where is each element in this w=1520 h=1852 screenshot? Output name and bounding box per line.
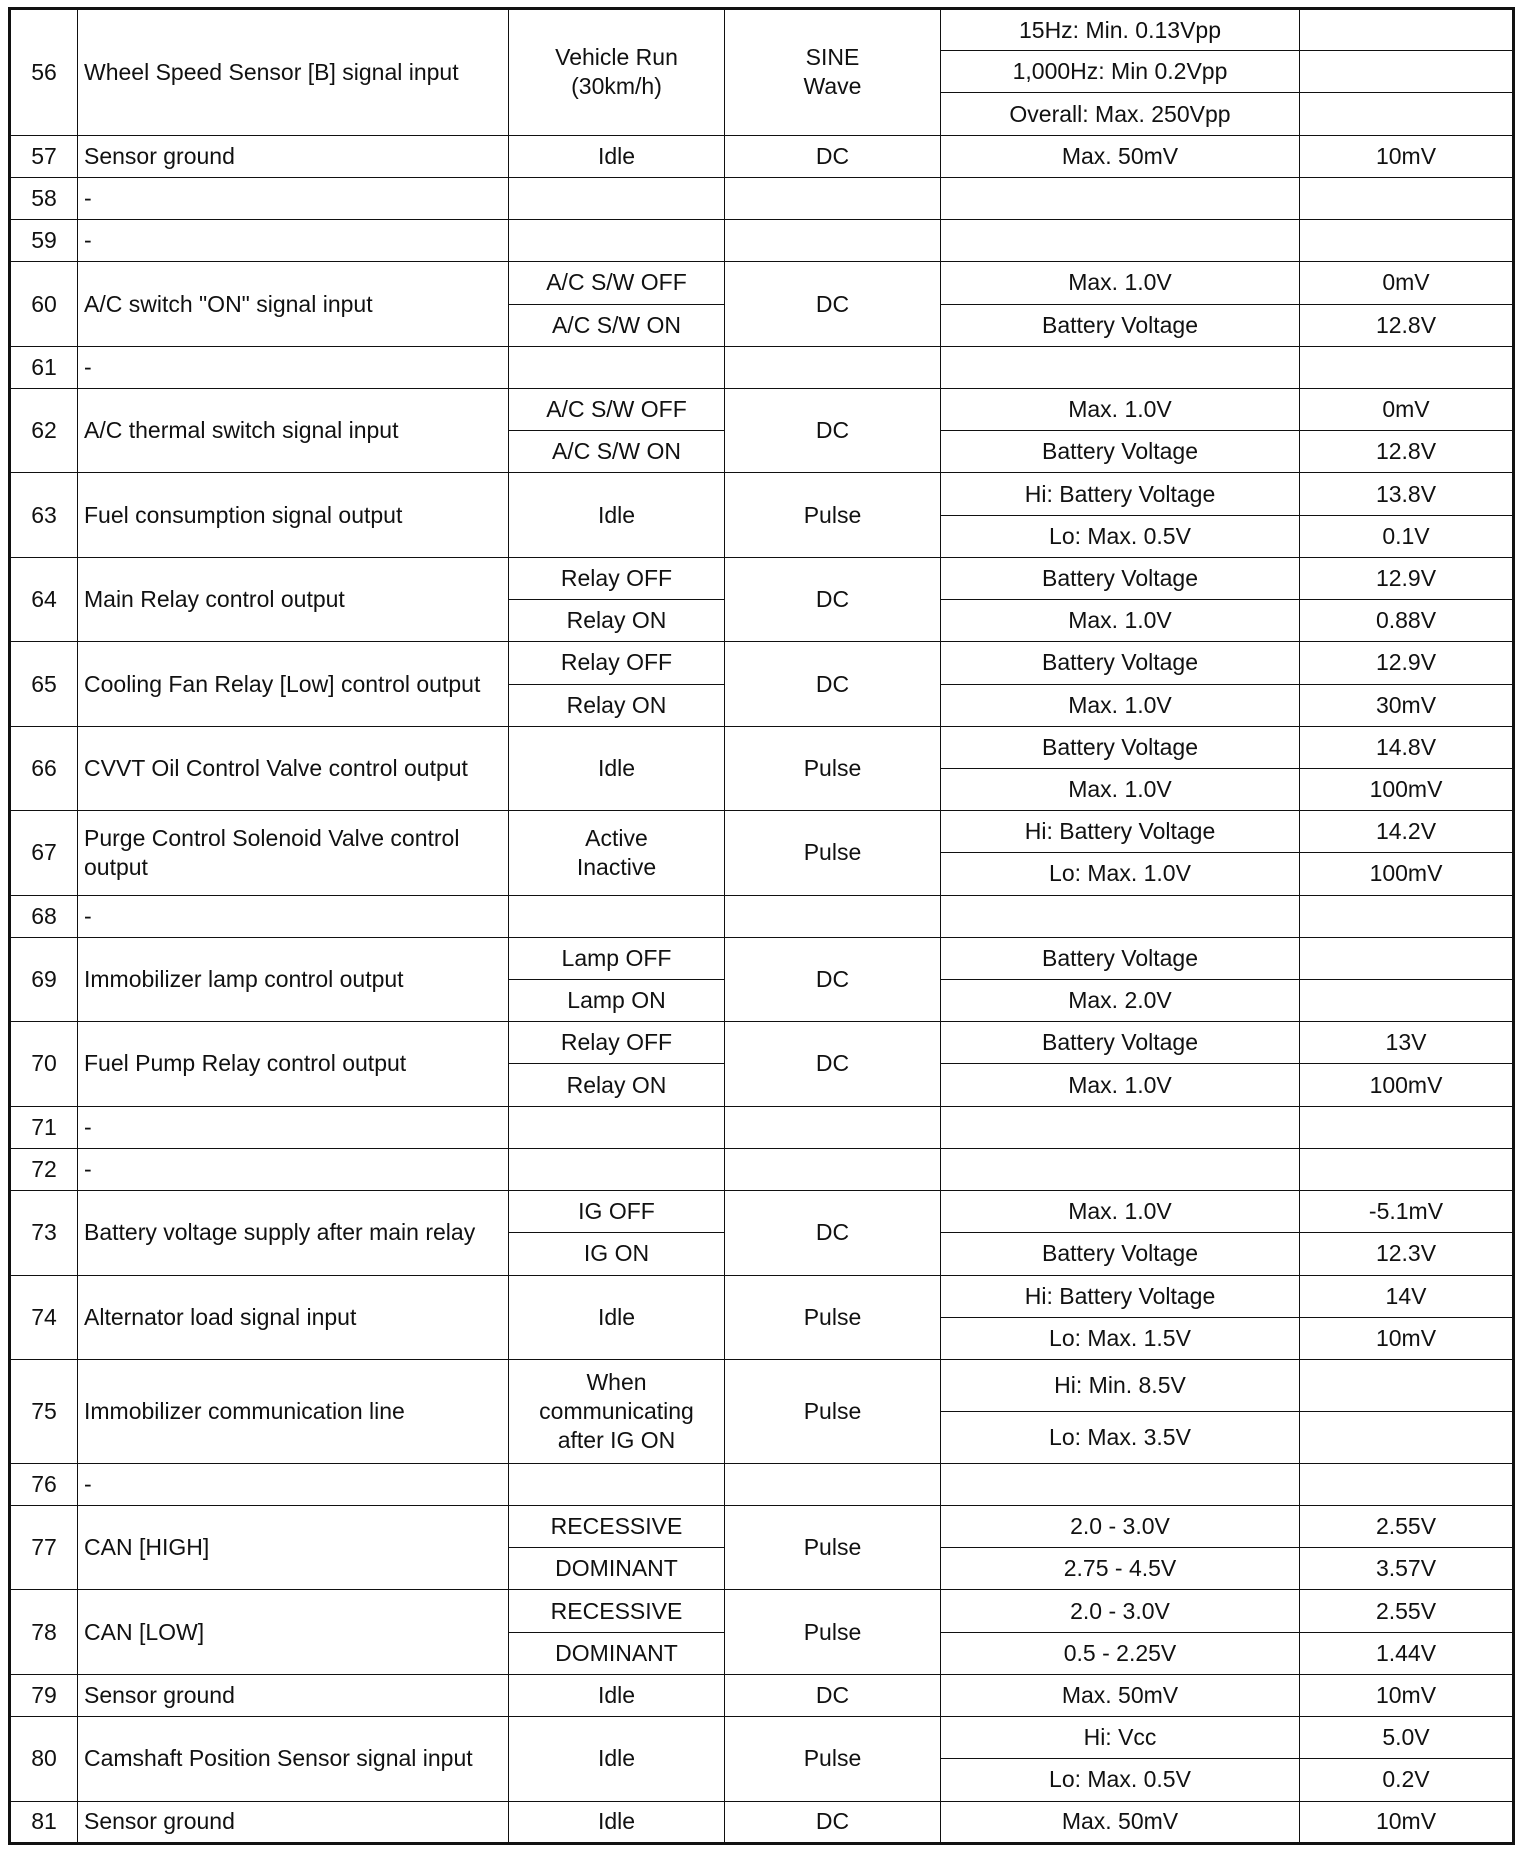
spec-value-cell: Max. 50mV bbox=[941, 1801, 1300, 1843]
pin-number: 79 bbox=[10, 1674, 78, 1716]
table-row bbox=[10, 1506, 1514, 1548]
pin-number: 70 bbox=[10, 1022, 78, 1106]
condition-cell: A/C S/W OFF bbox=[509, 388, 725, 430]
pin-description: - bbox=[78, 1148, 509, 1190]
condition-cell: Relay OFF bbox=[509, 557, 725, 599]
measured-value-cell bbox=[1300, 937, 1514, 979]
signal-type-cell: DC bbox=[725, 642, 941, 726]
pin-description: Fuel Pump Relay control output bbox=[78, 1022, 509, 1106]
measured-value-cell: 2.55V bbox=[1300, 1590, 1514, 1632]
measured-value-cell: 13.8V bbox=[1300, 473, 1514, 515]
measured-value-cell: 0.88V bbox=[1300, 600, 1514, 642]
spec-value-cell: Max. 1.0V bbox=[941, 262, 1300, 304]
pin-number: 71 bbox=[10, 1106, 78, 1148]
pin-description: Immobilizer lamp control output bbox=[78, 937, 509, 1021]
spec-value-cell bbox=[941, 346, 1300, 388]
pin-number: 74 bbox=[10, 1275, 78, 1359]
pin-number: 59 bbox=[10, 220, 78, 262]
measured-value-cell bbox=[1300, 1360, 1514, 1412]
table-row bbox=[10, 1148, 1514, 1190]
pin-description: - bbox=[78, 177, 509, 219]
table-row bbox=[10, 262, 1514, 304]
pin-description: Main Relay control output bbox=[78, 557, 509, 641]
measured-value-cell: 12.3V bbox=[1300, 1233, 1514, 1275]
measured-value-cell: 5.0V bbox=[1300, 1717, 1514, 1759]
spec-value-cell: Lo: Max. 1.0V bbox=[941, 853, 1300, 895]
condition-cell: Idle bbox=[509, 1275, 725, 1359]
condition-cell: When communicating after IG ON bbox=[509, 1360, 725, 1464]
measured-value-cell bbox=[1300, 895, 1514, 937]
spec-value-cell: Battery Voltage bbox=[941, 642, 1300, 684]
pin-number: 61 bbox=[10, 346, 78, 388]
spec-value-cell: Lo: Max. 0.5V bbox=[941, 515, 1300, 557]
signal-type-cell: Pulse bbox=[725, 811, 941, 895]
signal-type-cell: Pulse bbox=[725, 1590, 941, 1674]
pin-number: 66 bbox=[10, 726, 78, 810]
measured-value-cell: 1.44V bbox=[1300, 1632, 1514, 1674]
table-row bbox=[10, 388, 1514, 430]
condition-cell: Idle bbox=[509, 473, 725, 557]
measured-value-cell: 0.2V bbox=[1300, 1759, 1514, 1801]
table-row bbox=[10, 1022, 1514, 1064]
spec-value-cell: 15Hz: Min. 0.13Vpp bbox=[941, 9, 1300, 51]
condition-cell: Idle bbox=[509, 135, 725, 177]
pin-number: 67 bbox=[10, 811, 78, 895]
signal-type-cell bbox=[725, 1148, 941, 1190]
pin-description: A/C switch "ON" signal input bbox=[78, 262, 509, 346]
table-row bbox=[10, 1106, 1514, 1148]
signal-type-cell: Pulse bbox=[725, 1506, 941, 1590]
signal-type-cell: SINE Wave bbox=[725, 9, 941, 136]
spec-value-cell: Hi: Battery Voltage bbox=[941, 473, 1300, 515]
measured-value-cell: 100mV bbox=[1300, 1064, 1514, 1106]
pin-number: 60 bbox=[10, 262, 78, 346]
condition-cell bbox=[509, 1106, 725, 1148]
measured-value-cell bbox=[1300, 220, 1514, 262]
condition-cell bbox=[509, 895, 725, 937]
condition-cell: Idle bbox=[509, 1801, 725, 1843]
signal-type-cell bbox=[725, 1463, 941, 1505]
pin-description: - bbox=[78, 1463, 509, 1505]
measured-value-cell bbox=[1300, 177, 1514, 219]
pin-number: 63 bbox=[10, 473, 78, 557]
spec-value-cell: Max. 1.0V bbox=[941, 684, 1300, 726]
signal-type-cell: DC bbox=[725, 557, 941, 641]
measured-value-cell: 3.57V bbox=[1300, 1548, 1514, 1590]
measured-value-cell bbox=[1300, 1463, 1514, 1505]
pin-description: Sensor ground bbox=[78, 135, 509, 177]
spec-value-cell: Lo: Max. 0.5V bbox=[941, 1759, 1300, 1801]
signal-type-cell: DC bbox=[725, 1022, 941, 1106]
measured-value-cell: 12.8V bbox=[1300, 431, 1514, 473]
spec-value-cell: Max. 50mV bbox=[941, 1674, 1300, 1716]
measured-value-cell bbox=[1300, 9, 1514, 51]
condition-cell: RECESSIVE bbox=[509, 1506, 725, 1548]
condition-cell: Idle bbox=[509, 726, 725, 810]
pin-number: 62 bbox=[10, 388, 78, 472]
signal-type-cell: DC bbox=[725, 1801, 941, 1843]
spec-value-cell: Max. 1.0V bbox=[941, 388, 1300, 430]
pin-description: Purge Control Solenoid Valve control output bbox=[78, 811, 509, 895]
measured-value-cell bbox=[1300, 980, 1514, 1022]
signal-type-cell: Pulse bbox=[725, 1717, 941, 1801]
signal-type-cell: DC bbox=[725, 388, 941, 472]
condition-cell: DOMINANT bbox=[509, 1548, 725, 1590]
measured-value-cell: -5.1mV bbox=[1300, 1191, 1514, 1233]
spec-value-cell: Battery Voltage bbox=[941, 431, 1300, 473]
spec-value-cell: 2.0 - 3.0V bbox=[941, 1590, 1300, 1632]
pin-description: A/C thermal switch signal input bbox=[78, 388, 509, 472]
pin-description: Fuel consumption signal output bbox=[78, 473, 509, 557]
condition-cell: RECESSIVE bbox=[509, 1590, 725, 1632]
table-row bbox=[10, 1801, 1514, 1843]
spec-value-cell: Hi: Vcc bbox=[941, 1717, 1300, 1759]
condition-cell: IG ON bbox=[509, 1233, 725, 1275]
measured-value-cell: 12.9V bbox=[1300, 642, 1514, 684]
measured-value-cell: 10mV bbox=[1300, 1801, 1514, 1843]
table-row bbox=[10, 1275, 1514, 1317]
measured-value-cell: 10mV bbox=[1300, 135, 1514, 177]
pin-number: 80 bbox=[10, 1717, 78, 1801]
table-row bbox=[10, 811, 1514, 853]
condition-cell bbox=[509, 346, 725, 388]
pin-description: Immobilizer communication line bbox=[78, 1360, 509, 1464]
pin-number: 69 bbox=[10, 937, 78, 1021]
spec-value-cell: Overall: Max. 250Vpp bbox=[941, 93, 1300, 135]
measured-value-cell: 12.8V bbox=[1300, 304, 1514, 346]
condition-cell bbox=[509, 220, 725, 262]
signal-type-cell: Pulse bbox=[725, 726, 941, 810]
condition-cell: DOMINANT bbox=[509, 1632, 725, 1674]
spec-value-cell: Max. 1.0V bbox=[941, 1064, 1300, 1106]
condition-cell bbox=[509, 1148, 725, 1190]
measured-value-cell: 0.1V bbox=[1300, 515, 1514, 557]
spec-value-cell: Hi: Battery Voltage bbox=[941, 1275, 1300, 1317]
condition-cell: Idle bbox=[509, 1717, 725, 1801]
table-row bbox=[10, 1463, 1514, 1505]
pin-description: Alternator load signal input bbox=[78, 1275, 509, 1359]
signal-type-cell: DC bbox=[725, 1674, 941, 1716]
condition-cell bbox=[509, 177, 725, 219]
signal-type-cell: DC bbox=[725, 937, 941, 1021]
measured-value-cell: 100mV bbox=[1300, 768, 1514, 810]
pin-description: Wheel Speed Sensor [B] signal input bbox=[78, 9, 509, 136]
spec-value-cell bbox=[941, 177, 1300, 219]
spec-value-cell: Battery Voltage bbox=[941, 1022, 1300, 1064]
measured-value-cell: 14.2V bbox=[1300, 811, 1514, 853]
pin-number: 56 bbox=[10, 9, 78, 136]
pin-description: - bbox=[78, 346, 509, 388]
pin-number: 73 bbox=[10, 1191, 78, 1275]
spec-value-cell: Battery Voltage bbox=[941, 726, 1300, 768]
condition-cell: Idle bbox=[509, 1674, 725, 1716]
measured-value-cell bbox=[1300, 346, 1514, 388]
spec-value-cell: Battery Voltage bbox=[941, 304, 1300, 346]
measured-value-cell bbox=[1300, 51, 1514, 93]
measured-value-cell: 10mV bbox=[1300, 1317, 1514, 1359]
pin-description: CAN [LOW] bbox=[78, 1590, 509, 1674]
condition-cell: Relay ON bbox=[509, 684, 725, 726]
measured-value-cell: 30mV bbox=[1300, 684, 1514, 726]
condition-cell: Relay OFF bbox=[509, 642, 725, 684]
table-row bbox=[10, 9, 1514, 51]
signal-type-cell: Pulse bbox=[725, 1360, 941, 1464]
pin-description: - bbox=[78, 1106, 509, 1148]
measured-value-cell: 0mV bbox=[1300, 388, 1514, 430]
signal-type-cell bbox=[725, 346, 941, 388]
signal-type-cell bbox=[725, 220, 941, 262]
table-row bbox=[10, 1360, 1514, 1412]
spec-value-cell: Max. 2.0V bbox=[941, 980, 1300, 1022]
pin-number: 68 bbox=[10, 895, 78, 937]
spec-value-cell: 2.75 - 4.5V bbox=[941, 1548, 1300, 1590]
spec-sheet bbox=[8, 7, 1512, 1845]
measured-value-cell: 100mV bbox=[1300, 853, 1514, 895]
signal-type-cell: Pulse bbox=[725, 473, 941, 557]
table-row bbox=[10, 1590, 1514, 1632]
spec-value-cell: 0.5 - 2.25V bbox=[941, 1632, 1300, 1674]
pin-number: 81 bbox=[10, 1801, 78, 1843]
spec-value-cell bbox=[941, 1148, 1300, 1190]
spec-value-cell: Hi: Battery Voltage bbox=[941, 811, 1300, 853]
pin-number: 76 bbox=[10, 1463, 78, 1505]
spec-value-cell: Battery Voltage bbox=[941, 937, 1300, 979]
table-row bbox=[10, 937, 1514, 979]
table-row bbox=[10, 1191, 1514, 1233]
signal-type-cell: DC bbox=[725, 1191, 941, 1275]
table-row bbox=[10, 557, 1514, 599]
spec-value-cell: Max. 1.0V bbox=[941, 1191, 1300, 1233]
spec-value-cell: Battery Voltage bbox=[941, 557, 1300, 599]
spec-value-cell: Max. 50mV bbox=[941, 135, 1300, 177]
pin-description: - bbox=[78, 895, 509, 937]
condition-cell: Relay ON bbox=[509, 1064, 725, 1106]
measured-value-cell: 10mV bbox=[1300, 1674, 1514, 1716]
spec-value-cell bbox=[941, 895, 1300, 937]
table-row bbox=[10, 642, 1514, 684]
table-row bbox=[10, 346, 1514, 388]
measured-value-cell: 14.8V bbox=[1300, 726, 1514, 768]
pin-number: 58 bbox=[10, 177, 78, 219]
pin-description: Camshaft Position Sensor signal input bbox=[78, 1717, 509, 1801]
table-row bbox=[10, 177, 1514, 219]
condition-cell: Lamp ON bbox=[509, 980, 725, 1022]
pin-description: Sensor ground bbox=[78, 1801, 509, 1843]
table-row bbox=[10, 220, 1514, 262]
measured-value-cell: 13V bbox=[1300, 1022, 1514, 1064]
measured-value-cell: 12.9V bbox=[1300, 557, 1514, 599]
pin-description: - bbox=[78, 220, 509, 262]
pin-description: Battery voltage supply after main relay bbox=[78, 1191, 509, 1275]
table-row bbox=[10, 1674, 1514, 1716]
spec-value-cell: Hi: Min. 8.5V bbox=[941, 1360, 1300, 1412]
spec-value-cell: Battery Voltage bbox=[941, 1233, 1300, 1275]
condition-cell: IG OFF bbox=[509, 1191, 725, 1233]
condition-cell: A/C S/W ON bbox=[509, 431, 725, 473]
spec-value-cell: 1,000Hz: Min 0.2Vpp bbox=[941, 51, 1300, 93]
condition-cell: Vehicle Run (30km/h) bbox=[509, 9, 725, 136]
spec-value-cell: 2.0 - 3.0V bbox=[941, 1506, 1300, 1548]
measured-value-cell bbox=[1300, 1411, 1514, 1463]
pin-spec-body bbox=[10, 9, 1514, 1844]
signal-type-cell bbox=[725, 1106, 941, 1148]
condition-cell: Relay ON bbox=[509, 600, 725, 642]
pin-number: 78 bbox=[10, 1590, 78, 1674]
table-row bbox=[10, 1717, 1514, 1759]
measured-value-cell bbox=[1300, 1148, 1514, 1190]
condition-cell: Relay OFF bbox=[509, 1022, 725, 1064]
table-row bbox=[10, 135, 1514, 177]
condition-cell bbox=[509, 1463, 725, 1505]
signal-type-cell: Pulse bbox=[725, 1275, 941, 1359]
spec-value-cell: Max. 1.0V bbox=[941, 600, 1300, 642]
spec-value-cell: Lo: Max. 3.5V bbox=[941, 1411, 1300, 1463]
pin-number: 72 bbox=[10, 1148, 78, 1190]
spec-value-cell: Lo: Max. 1.5V bbox=[941, 1317, 1300, 1359]
condition-cell: Lamp OFF bbox=[509, 937, 725, 979]
pin-number: 77 bbox=[10, 1506, 78, 1590]
spec-value-cell: Max. 1.0V bbox=[941, 768, 1300, 810]
condition-cell: Active Inactive bbox=[509, 811, 725, 895]
table-row bbox=[10, 726, 1514, 768]
pin-number: 65 bbox=[10, 642, 78, 726]
condition-cell: A/C S/W OFF bbox=[509, 262, 725, 304]
pin-number: 64 bbox=[10, 557, 78, 641]
table-row bbox=[10, 473, 1514, 515]
condition-cell: A/C S/W ON bbox=[509, 304, 725, 346]
pin-spec-table bbox=[8, 7, 1515, 1845]
table-row bbox=[10, 895, 1514, 937]
spec-value-cell bbox=[941, 1463, 1300, 1505]
spec-value-cell bbox=[941, 220, 1300, 262]
pin-number: 75 bbox=[10, 1360, 78, 1464]
signal-type-cell: DC bbox=[725, 262, 941, 346]
pin-description: Sensor ground bbox=[78, 1674, 509, 1716]
measured-value-cell bbox=[1300, 93, 1514, 135]
measured-value-cell: 2.55V bbox=[1300, 1506, 1514, 1548]
pin-description: CAN [HIGH] bbox=[78, 1506, 509, 1590]
measured-value-cell bbox=[1300, 1106, 1514, 1148]
pin-description: CVVT Oil Control Valve control output bbox=[78, 726, 509, 810]
measured-value-cell: 14V bbox=[1300, 1275, 1514, 1317]
pin-number: 57 bbox=[10, 135, 78, 177]
signal-type-cell bbox=[725, 895, 941, 937]
measured-value-cell: 0mV bbox=[1300, 262, 1514, 304]
signal-type-cell bbox=[725, 177, 941, 219]
signal-type-cell: DC bbox=[725, 135, 941, 177]
spec-value-cell bbox=[941, 1106, 1300, 1148]
pin-description: Cooling Fan Relay [Low] control output bbox=[78, 642, 509, 726]
